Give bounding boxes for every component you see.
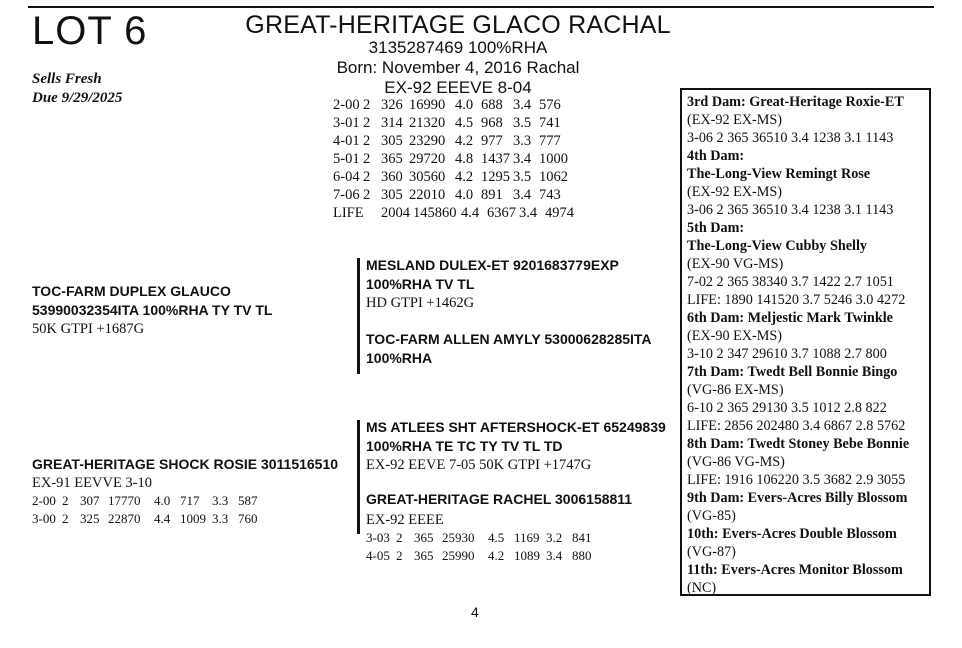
ancestor-detail: LIFE: 2856 202480 3.4 6867 2.8 5762: [687, 418, 906, 434]
record-cell: 21320: [409, 115, 446, 131]
record-cell: 145860: [413, 205, 457, 221]
record-cell: 717: [180, 493, 200, 508]
record-cell: 4.4: [154, 511, 171, 526]
record-cell: 25990: [442, 548, 475, 563]
record-cell: 4-01: [333, 133, 360, 149]
record-cell: 5-01: [333, 151, 360, 167]
record-cell: 16990: [409, 97, 446, 113]
record-cell: 576: [539, 97, 561, 113]
lot-number: LOT 6: [32, 9, 148, 53]
ancestor-detail: 3-06 2 365 36510 3.4 1238 3.1 1143: [687, 202, 894, 218]
record-cell: 3.3: [212, 511, 229, 526]
record-cell: 305: [381, 187, 403, 203]
record-cell: 2-00: [32, 493, 56, 508]
record-cell: 891: [481, 187, 503, 203]
ancestor-heading: 10th: Evers-Acres Double Blossom: [687, 526, 897, 542]
ancestor-detail: 3-10 2 347 29610 3.7 1088 2.7 800: [687, 346, 887, 362]
ancestor-heading: The-Long-View Remingt Rose: [687, 166, 871, 182]
sire-sire-name: MESLAND DULEX-ET 9201683779EXP: [366, 257, 619, 273]
ancestor-detail: 7-02 2 365 38340 3.7 1422 2.7 1051: [687, 274, 894, 290]
record-cell: 1295: [481, 169, 510, 185]
record-cell: 777: [539, 133, 561, 149]
animal-name: GREAT-HERITAGE GLACO RACHAL: [245, 11, 671, 39]
record-cell: 880: [572, 548, 592, 563]
record-row: [366, 529, 632, 547]
sells-status: Sells Fresh: [32, 71, 102, 87]
record-cell: 314: [381, 115, 403, 131]
record-cell: 1437: [481, 151, 510, 167]
ancestor-detail: (EX-92 EX-MS): [687, 184, 782, 200]
record-cell: 3-03: [366, 530, 390, 545]
record-cell: 4.4: [461, 205, 480, 221]
ancestor-detail: 6-10 2 365 29130 3.5 1012 2.8 822: [687, 400, 887, 416]
record-cell: 2: [62, 511, 69, 526]
record-cell: 1000: [539, 151, 568, 167]
record-row: [32, 510, 338, 528]
top-rule: [28, 6, 934, 8]
ancestor-detail: 3-06 2 365 36510 3.4 1238 3.1 1143: [687, 130, 894, 146]
ancestor-heading: 6th Dam: Meljestic Mark Twinkle: [687, 310, 893, 326]
record-cell: 2: [363, 133, 371, 149]
classification: EX-92 EEEVE 8-04: [384, 78, 532, 97]
sire-bracket: [357, 258, 360, 374]
record-cell: 365: [414, 530, 434, 545]
record-cell: 2004: [381, 205, 410, 221]
record-cell: 3.3: [513, 133, 532, 149]
sale-notes: [32, 70, 122, 108]
ancestor-detail: (VG-86 VG-MS): [687, 454, 785, 470]
record-cell: 305: [381, 133, 403, 149]
record-row: [366, 547, 632, 565]
record-cell: 2: [363, 97, 371, 113]
ancestor-detail: (NC): [687, 580, 717, 596]
record-cell: 4-05: [366, 548, 390, 563]
record-cell: 7-06: [333, 187, 360, 203]
record-cell: 3.2: [546, 530, 563, 545]
ancestor-detail: (EX-90 VG-MS): [687, 256, 784, 272]
sire-dam-reg: 100%RHA: [366, 350, 433, 366]
record-cell: 2: [62, 493, 69, 508]
ancestor-detail: (VG-87): [687, 544, 736, 560]
record-row: [333, 150, 575, 168]
record-cell: 365: [381, 151, 403, 167]
sire-dam-block: [366, 330, 652, 368]
record-cell: 4.2: [488, 548, 505, 563]
record-cell: 2: [396, 530, 403, 545]
production-records: [333, 96, 575, 222]
sire-sire-block: [366, 256, 619, 312]
ancestor-detail: LIFE: 1890 141520 3.7 5246 3.0 4272: [687, 292, 906, 308]
ancestor-heading: The-Long-View Cubby Shelly: [687, 238, 868, 254]
dam-sire-block: [366, 418, 666, 474]
record-row: [333, 114, 575, 132]
record-cell: 2: [363, 151, 371, 167]
record-cell: 4.2: [455, 169, 474, 185]
ancestor-heading: 5th Dam:: [687, 220, 745, 236]
record-cell: 1089: [514, 548, 540, 563]
record-cell: 743: [539, 187, 561, 203]
dam-block: [32, 455, 338, 528]
record-cell: 2: [363, 187, 371, 203]
record-cell: 688: [481, 97, 503, 113]
ancestor-heading: 7th Dam: Twedt Bell Bonnie Bingo: [687, 364, 898, 380]
record-cell: 23290: [409, 133, 446, 149]
record-cell: 3.3: [212, 493, 229, 508]
dam-bracket: [357, 420, 360, 534]
ancestor-detail: (VG-86 EX-MS): [687, 382, 784, 398]
record-cell: 968: [481, 115, 503, 131]
record-cell: 3-01: [333, 115, 360, 131]
ancestry-box: [680, 88, 931, 596]
record-cell: 2: [396, 548, 403, 563]
life-record: [333, 204, 575, 222]
record-cell: 3.4: [513, 151, 532, 167]
record-cell: 4.5: [488, 530, 505, 545]
sire-detail: 50K GTPI +1687G: [32, 321, 145, 337]
dam-dam-name: GREAT-HERITAGE RACHEL 3006158811: [366, 491, 633, 507]
record-cell: 3.4: [513, 97, 532, 113]
record-cell: 307: [80, 493, 100, 508]
record-cell: 2-00: [333, 97, 360, 113]
ancestor-heading: 11th: Evers-Acres Monitor Blossom: [687, 562, 903, 578]
ancestor-detail: (VG-85): [687, 508, 736, 524]
record-cell: 360: [381, 169, 403, 185]
record-cell: 6-04: [333, 169, 360, 185]
record-cell: 365: [414, 548, 434, 563]
ancestor-detail: (EX-92 EX-MS): [687, 112, 782, 128]
sire-reg: 53990032354ITA 100%RHA TY TV TL: [32, 302, 273, 318]
record-cell: 587: [238, 493, 258, 508]
dam-dam-block: [366, 490, 632, 565]
dam-detail: EX-91 EEVVE 3-10: [32, 475, 153, 491]
record-row: [333, 186, 575, 204]
sire-block: [32, 282, 272, 338]
record-row: [333, 96, 575, 114]
record-cell: 4.8: [455, 151, 474, 167]
record-row: [333, 132, 575, 150]
record-cell: 4.5: [455, 115, 474, 131]
due-date: Due 9/29/2025: [32, 90, 123, 106]
record-cell: 326: [381, 97, 403, 113]
record-cell: 25930: [442, 530, 475, 545]
registration: 3135287469 100%RHA: [368, 38, 548, 57]
record-cell: 2: [363, 115, 371, 131]
record-cell: 4974: [545, 205, 574, 221]
record-cell: 3.4: [513, 187, 532, 203]
record-cell: 4.0: [455, 97, 474, 113]
record-row: [333, 168, 575, 186]
record-cell: 3.5: [513, 115, 532, 131]
record-cell: 2: [363, 169, 371, 185]
record-cell: 29720: [409, 151, 446, 167]
dam-sire-reg: 100%RHA TE TC TY TV TL TD: [366, 438, 563, 454]
ancestor-detail: LIFE: 1916 106220 3.5 3682 2.9 3055: [687, 472, 906, 488]
record-cell: 3.4: [519, 205, 538, 221]
record-cell: 17770: [108, 493, 141, 508]
record-cell: 22870: [108, 511, 141, 526]
ancestor-heading: 4th Dam:: [687, 148, 745, 164]
record-cell: 1009: [180, 511, 206, 526]
record-cell: 841: [572, 530, 592, 545]
record-cell: 4.0: [455, 187, 474, 203]
dam-name: GREAT-HERITAGE SHOCK ROSIE 3011516510: [32, 456, 339, 472]
ancestor-heading: 9th Dam: Evers-Acres Billy Blossom: [687, 490, 908, 506]
ancestor-heading: 8th Dam: Twedt Stoney Bebe Bonnie: [687, 436, 910, 452]
page-number: 4: [471, 604, 479, 620]
sire-sire-reg: 100%RHA TV TL: [366, 276, 475, 292]
dam-sire-name: MS ATLEES SHT AFTERSHOCK-ET 65249839: [366, 419, 666, 435]
record-row: [32, 492, 338, 510]
dam-sire-detail: EX-92 EEVE 7-05 50K GTPI +1747G: [366, 457, 592, 473]
record-cell: 1169: [514, 530, 540, 545]
record-cell: 3.4: [546, 548, 563, 563]
record-cell: 6367: [487, 205, 516, 221]
record-cell: 30560: [409, 169, 446, 185]
record-cell: 3-00: [32, 511, 56, 526]
record-cell: LIFE: [333, 205, 364, 221]
birth-date: Born: November 4, 2016 Rachal: [336, 58, 580, 77]
record-cell: 4.0: [154, 493, 171, 508]
record-cell: 3.5: [513, 169, 532, 185]
sire-name: TOC-FARM DUPLEX GLAUCO: [32, 283, 231, 299]
sire-sire-detail: HD GTPI +1462G: [366, 295, 475, 311]
record-cell: 741: [539, 115, 561, 131]
record-cell: 4.2: [455, 133, 474, 149]
record-cell: 977: [481, 133, 503, 149]
record-cell: 22010: [409, 187, 446, 203]
record-cell: 1062: [539, 169, 568, 185]
dam-dam-detail: EX-92 EEEE: [366, 512, 444, 528]
record-cell: 325: [80, 511, 100, 526]
record-cell: 760: [238, 511, 258, 526]
ancestor-heading: 3rd Dam: Great-Heritage Roxie-ET: [687, 94, 904, 110]
sire-dam-name: TOC-FARM ALLEN AMYLY 53000628285ITA: [366, 331, 652, 347]
ancestor-detail: (EX-90 EX-MS): [687, 328, 782, 344]
